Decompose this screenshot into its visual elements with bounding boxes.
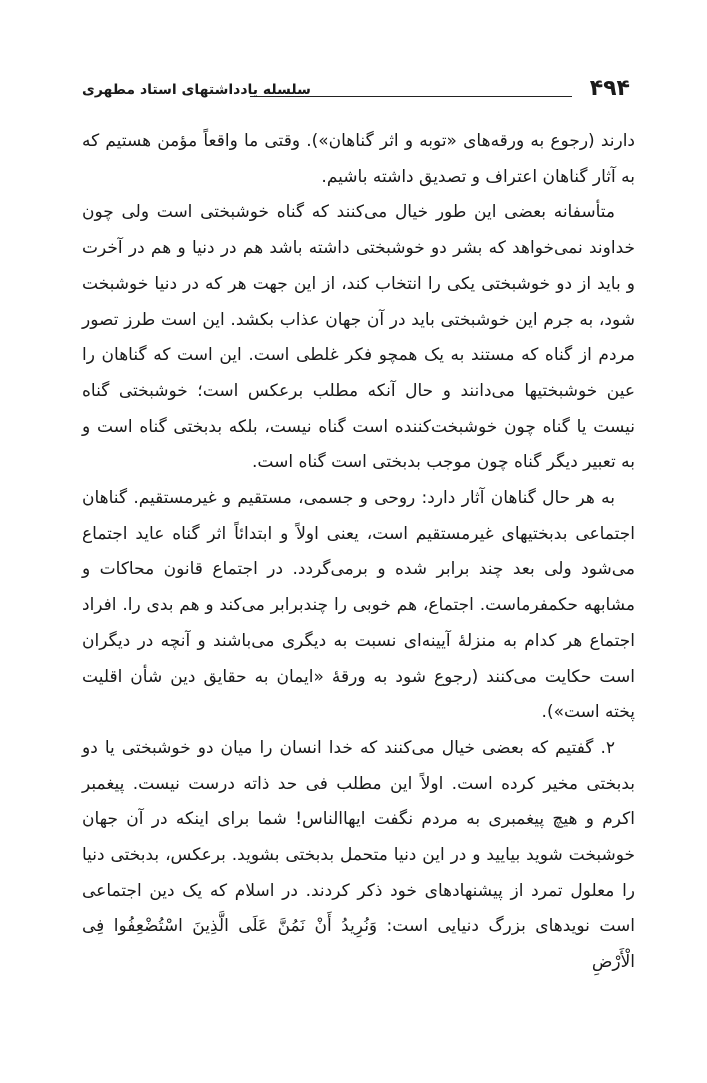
paragraph: به هر حال گناهان آثار دارد: روحی و جسمی، مستقیم و غیرمستقیم. گناهان اجتماعی بدبختیهای غیرمستقیم است، یعنی اولاً و ابتدائاً اثر گناه عاید اجتماع می‌شود ولی بعد چند برابر شده و برمی‌گردد. در اجتماع قانون محاکات و مشابهه حکمفرماست. اجتماع، هم خوبی را چندبرابر می‌کند و هم بدی را. افراد اجتماع هر کدام به منزلهٔ آیینه‌ای نسبت به دیگری می‌باشند و آنچه در دیگران است حکایت می‌کنند (رجوع شود به ورقهٔ «ایمان به حقایق دین شأن اقلیت پخته است»). [82, 488, 635, 723]
running-title: سلسله یادداشتهای استاد مطهری [82, 82, 311, 98]
paragraph: ۲. گفتیم که بعضی خیال می‌کنند که خدا انسان را میان دو خوشبختی یا دو بدبختی مخیر کرده است. اولاً این مطلب فی حد ذاته درست نیست. پیغمبر اکرم و هیچ پیغمبری به مردم نگفت ایها‌الناس! شما برای اینکه در آن جهان خوشبخت شوید بیایید و در این دنیا متحمل بدبختی بشوید. برعکس، بدبختی دنیا را معلول تمرد از پیشنهادهای خود ذکر کردند. در اسلام که یک دین اجتماعی است نویدهای بزرگ دنیایی است: وَنُرِیدُ أَنْ نَمُنَّ عَلَی الَّذِینَ اسْتُضْعِفُوا فِی الْأَرْضِ [82, 737, 635, 973]
page-number: ۴۹۴ [589, 76, 630, 101]
body-text [82, 124, 635, 981]
paragraph: متأسفانه بعضی این طور خیال می‌کنند که گناه خوشبختی است ولی چون خداوند نمی‌خواهد که بشر دو خوشبختی داشته باشد هم در دنیا و هم در آخرت و باید از دو خوشبختی یکی را انتخاب کند، از این جهت هر که در دنیا خوشبخت شود، به جرم این خوشبختی باید در آن جهان عذاب بکشد. این است طرز تصور مردم از گناه که مستند به یک همچو فکر غلطی است. این است که گناهان را عین خوشبختیها می‌دانند و حال آنکه مطلب برعکس است؛ خوشبختی گناه نیست یا گناه چون خوشبخت‌کننده است گناه نیست، بلکه بدبختی گناه است و به تعبیر دیگر گناه چون موجب بدبختی است گناه است. [82, 202, 635, 473]
page-header [82, 76, 630, 110]
paragraph: دارند (رجوع به ورقه‌های «توبه و اثر گناهان»). وقتی ما واقعاً مؤمن هستیم که به آثار گناهان اعتراف و تصدیق داشته باشیم. [82, 131, 635, 187]
